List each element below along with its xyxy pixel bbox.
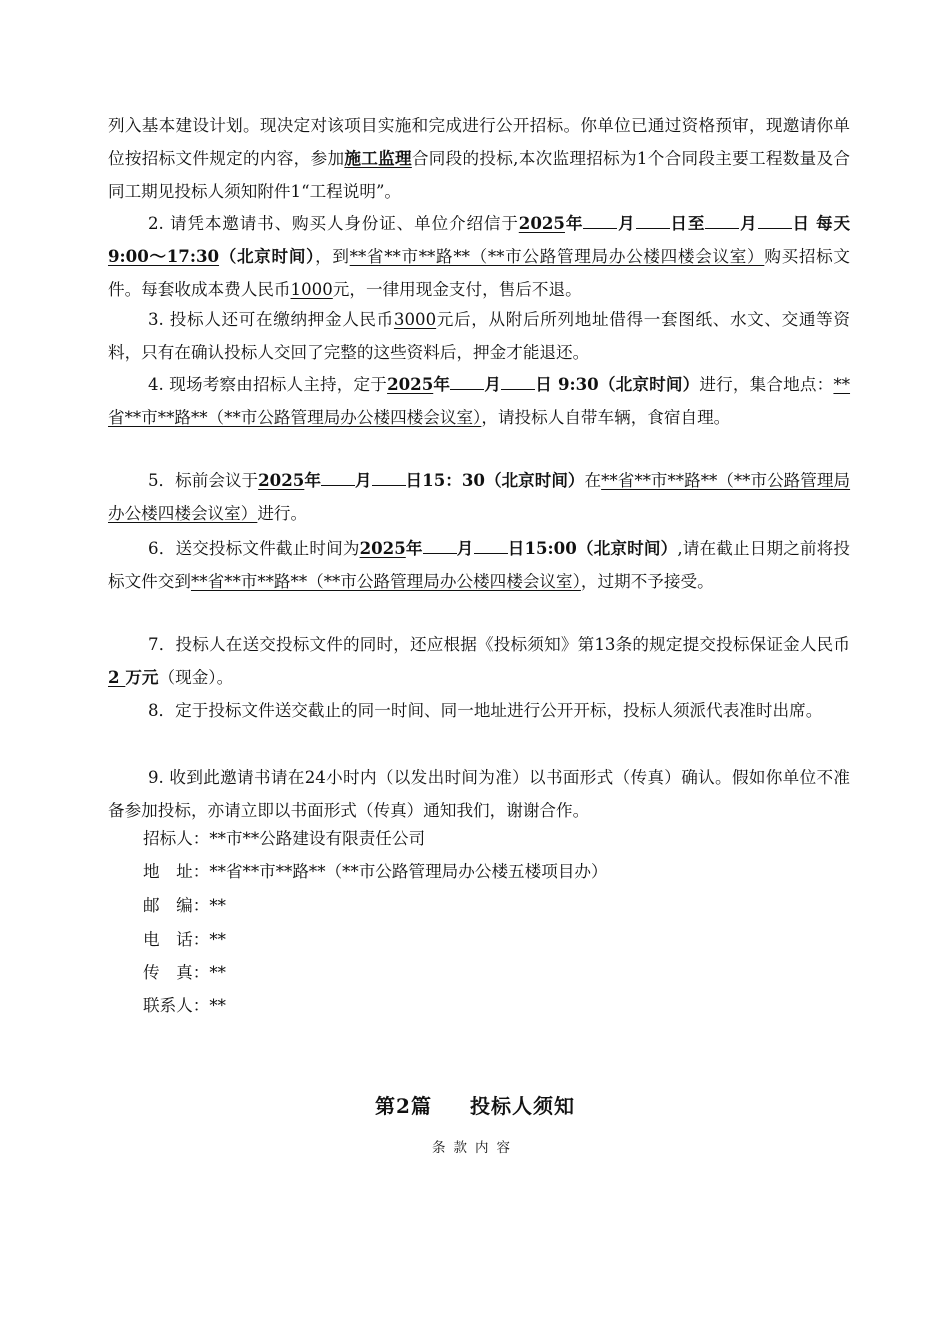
blank-month — [450, 373, 484, 390]
blank-month — [321, 469, 355, 486]
paragraph-4 — [108, 368, 850, 434]
text-run: 6．送交投标文件截止时间为 — [148, 539, 360, 558]
contact-phone: 电 话：** — [143, 930, 226, 949]
deposit-amount: 3000 — [393, 310, 437, 329]
sale-hours: 9:00～17:30 — [108, 246, 220, 266]
address: **省**市**路**（**市公路管理局办公楼四楼会议室） — [108, 471, 851, 523]
deadline-time: 15:00（北京时间） — [524, 538, 678, 558]
day-to-label: 日至 — [669, 213, 706, 233]
section-heading — [0, 1090, 950, 1119]
year: 2025 — [258, 470, 305, 490]
text-run: 购买招标文件。每套收成本费人民币 — [108, 247, 851, 299]
text-run: 在 — [584, 471, 602, 490]
text-run: ，过期不予接受。 — [580, 572, 714, 591]
month-label: 月 — [484, 374, 502, 394]
year-label: 年 — [564, 213, 584, 233]
year-label: 年 — [433, 374, 451, 394]
year: 2025 — [518, 213, 565, 233]
text-run: ，请投标人自带车辆，食宿自理。 — [481, 408, 731, 427]
contract-type: 施工监理 — [344, 148, 412, 168]
text-run: 7．投标人在送交投标文件的同时，还应根据《投标须知》第13条的规定提交投标保证金人民币 — [148, 635, 850, 654]
address: **省**市**路**（**市公路管理局办公楼四楼会议室） — [190, 572, 581, 591]
blank-day — [636, 212, 670, 229]
day-label: 日 — [535, 374, 553, 394]
paragraph-9 — [108, 761, 850, 827]
day-label: 日 — [405, 470, 423, 490]
bond-amount: 2 — [108, 667, 126, 687]
text-run: 进行。 — [257, 504, 308, 523]
meeting-time: 15：30（北京时间） — [422, 470, 585, 490]
inspection-time: 9:30（北京时间） — [552, 374, 700, 394]
year: 2025 — [387, 374, 434, 394]
text-run: 进行，集合地点： — [699, 375, 834, 394]
address: **省**市**路**（**市公路管理局办公楼四楼会议室） — [349, 247, 765, 266]
paragraph-6 — [108, 532, 850, 598]
month-label: 月 — [739, 213, 758, 233]
contact-person: 联系人：** — [143, 996, 226, 1015]
blank-day — [474, 537, 508, 554]
blank-month — [423, 537, 457, 554]
text-run: ,请在截止日期之前将投标文件交到 — [108, 539, 851, 591]
text-run: 5．标前会议于 — [148, 471, 259, 490]
timezone-label: （北京时间） — [219, 246, 316, 266]
bond-unit: 万元 — [125, 667, 159, 687]
year: 2025 — [359, 538, 406, 558]
paragraph-intro — [108, 109, 850, 208]
text-run: ，到 — [315, 247, 350, 266]
blank-day — [758, 212, 792, 229]
text-run: 合同段的投标,本次监理招标为1个合同段主要工程数量及合同工期见投标人须知附件1“工程说明”。 — [108, 149, 851, 201]
blank-month — [583, 212, 617, 229]
paragraph-2 — [108, 207, 850, 306]
section-number: 第2篇 — [375, 1094, 432, 1118]
contact-address: 地 址：**省**市**路**（**市公路管理局办公楼五楼项目办） — [143, 862, 608, 881]
contact-fax: 传 真：** — [143, 963, 226, 982]
text-run: 元后，从附后所列地址借得一套图纸、水文、交通等资料，只有在确认投标人交回了完整的这些资料后，押金才能退还。 — [108, 310, 850, 362]
paragraph-3 — [108, 303, 850, 369]
blank-month — [705, 212, 739, 229]
month-label: 月 — [617, 213, 636, 233]
contact-tenderer: 招标人：**市**公路建设有限责任公司 — [143, 829, 426, 848]
text-run: 2. 请凭本邀请书、购买人身份证、单位介绍信于 — [148, 214, 519, 233]
text-run: 8．定于投标文件送交截止的同一时间、同一地址进行公开开标，投标人须派代表准时出席。 — [148, 701, 823, 720]
text-run: 4. 现场考察由招标人主持，定于 — [148, 375, 388, 394]
paragraph-5 — [108, 464, 850, 530]
text-run: 列入基本建设计划。现决定对该项目实施和完成进行公开招标。你单位已通过资格预审，现邀请你单位按招标文件规定的内容，参加 — [108, 116, 850, 168]
month-label: 月 — [354, 470, 372, 490]
address: **省**市**路**（**市公路管理局办公楼四楼会议室） — [108, 375, 851, 427]
blank-day — [372, 469, 406, 486]
day-label: 日 — [791, 213, 810, 233]
text-run: 3. 投标人还可在缴纳押金人民币 — [148, 310, 394, 329]
text-run: （现金）。 — [158, 668, 234, 687]
section-title: 投标人须知 — [469, 1094, 575, 1118]
paragraph-7 — [108, 628, 850, 694]
daily-label: 每天 — [816, 213, 851, 233]
paragraph-8 — [108, 694, 850, 727]
fee-amount: 1000 — [290, 280, 333, 299]
day-label: 日 — [507, 538, 525, 558]
text-run: 元，一律用现金支付，售后不退。 — [332, 280, 582, 299]
blank-day — [501, 373, 535, 390]
section-subheading: 条款内容 — [432, 1140, 518, 1156]
text-run: 9. 收到此邀请书请在24小时内（以发出时间为准）以书面形式（传真）确认。假如你单位不准备参加投标，亦请立即以书面形式（传真）通知我们，谢谢合作。 — [108, 768, 850, 820]
year-label: 年 — [304, 470, 321, 490]
contact-postcode: 邮 编：** — [143, 896, 226, 915]
month-label: 月 — [456, 538, 474, 558]
year-label: 年 — [405, 538, 423, 558]
